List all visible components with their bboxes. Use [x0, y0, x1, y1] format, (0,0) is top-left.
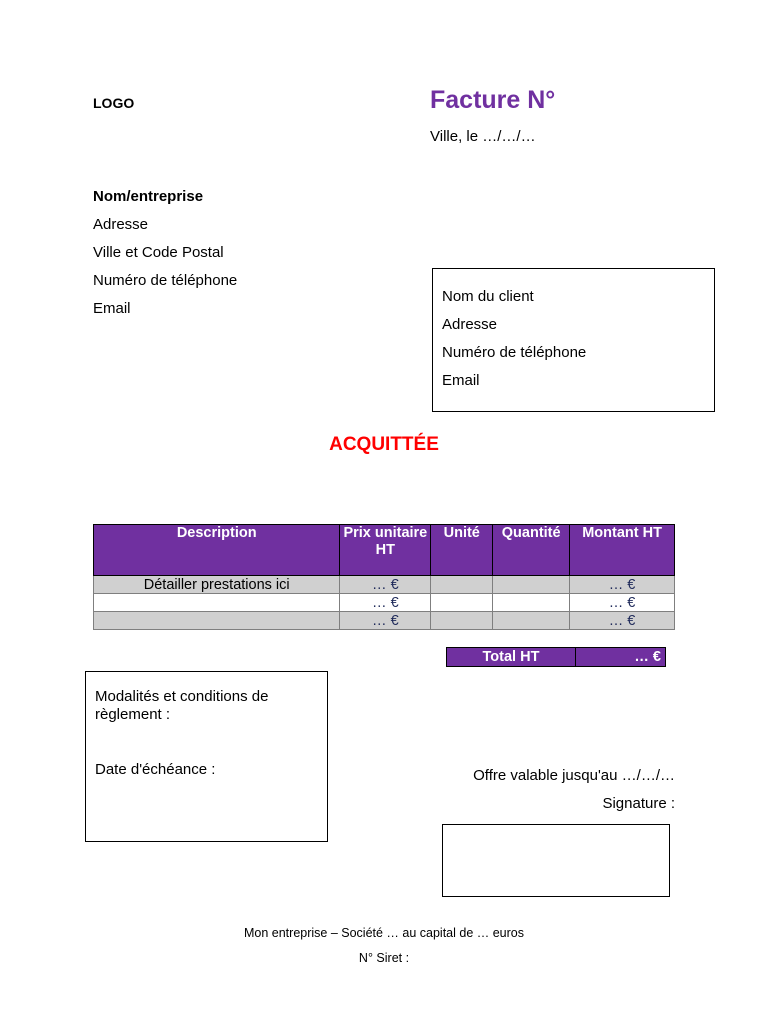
logo-placeholder: LOGO — [93, 95, 135, 111]
cell-amount: … € — [570, 612, 675, 630]
company-block — [93, 183, 237, 323]
company-name: Nom/entreprise — [93, 188, 204, 205]
table-header-row — [94, 525, 675, 576]
cell-unit — [431, 594, 493, 612]
invoice-title: Facture N° — [430, 86, 556, 114]
payment-terms-label: Modalités et conditions de règlement : — [95, 688, 269, 723]
table-row — [94, 612, 675, 630]
cell-unit — [431, 612, 493, 630]
cell-amount: … € — [570, 576, 675, 594]
total-table — [446, 647, 666, 667]
client-email: Email — [442, 372, 480, 389]
cell-description: Détailler prestations ici — [94, 576, 340, 594]
footer-company-line: Mon entreprise – Société … au capital de … euros — [243, 926, 524, 940]
total-value: … € — [576, 648, 666, 667]
footer-siret-line: N° Siret : — [358, 951, 410, 965]
cell-unit-price: … € — [340, 594, 431, 612]
items-table — [93, 524, 675, 630]
cell-description — [94, 612, 340, 630]
due-date-label: Date d'échéance : — [95, 761, 216, 778]
company-phone: Numéro de téléphone — [93, 272, 238, 289]
table-row — [94, 576, 675, 594]
client-box — [432, 268, 715, 412]
total-row — [447, 648, 666, 667]
paid-stamp: ACQUITTÉE — [329, 434, 439, 455]
signature-label: Signature : — [602, 795, 675, 812]
company-email: Email — [93, 300, 131, 317]
client-address: Adresse — [442, 316, 498, 333]
cell-amount: … € — [570, 594, 675, 612]
cell-description — [94, 594, 340, 612]
client-phone: Numéro de téléphone — [442, 344, 587, 361]
cell-quantity — [493, 594, 570, 612]
payment-terms-box — [85, 671, 328, 842]
cell-quantity — [493, 612, 570, 630]
cell-quantity — [493, 576, 570, 594]
header-quantity: Quantité — [493, 525, 570, 576]
signature-box[interactable] — [442, 824, 670, 897]
company-city-zip: Ville et Code Postal — [93, 244, 224, 261]
client-name: Nom du client — [442, 288, 534, 305]
offer-validity: Offre valable jusqu'au …/…/… — [473, 767, 675, 784]
header-unit-price: Prix unitaire HT — [340, 525, 431, 576]
company-address: Adresse — [93, 216, 149, 233]
cell-unit-price: … € — [340, 576, 431, 594]
total-label: Total HT — [447, 648, 576, 667]
header-amount: Montant HT — [570, 525, 675, 576]
header-unit: Unité — [431, 525, 493, 576]
cell-unit-price: … € — [340, 612, 431, 630]
header-description: Description — [94, 525, 340, 576]
place-date: Ville, le …/…/… — [430, 128, 536, 145]
table-row — [94, 594, 675, 612]
cell-unit — [431, 576, 493, 594]
